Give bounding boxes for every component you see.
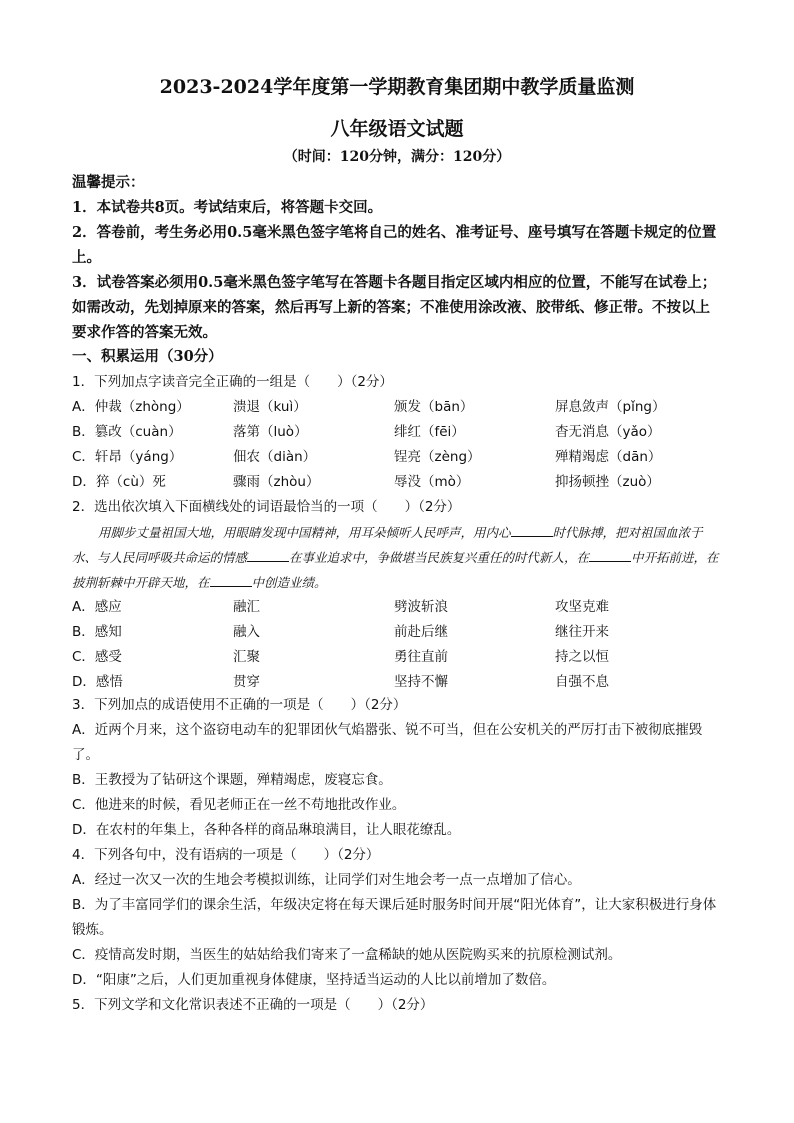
- passage-text: 时代脉搏，把对祖国血浓于水、与人民同呼吸共命运的情感: [72, 525, 703, 565]
- passage-text: 中创造业绩。: [251, 575, 327, 590]
- option-cell: 杳无消息（yǎo）: [555, 424, 661, 440]
- option-cell: 融入: [233, 624, 260, 640]
- tip-item: 2．答卷前，考生务必用0.5毫米黑色签字笔将自己的姓名、准考证号、座号填写在答题卡规定的位置上。: [72, 224, 717, 266]
- question-stem: 5．下列文学和文化常识表述不正确的一项是（ ）（2分）: [72, 997, 434, 1013]
- blank-line: [511, 522, 553, 537]
- option-cell: 贯穿: [233, 674, 260, 690]
- section-heading: 一、积累运用（30分）: [72, 348, 223, 365]
- question-stem: 4．下列各句中，没有语病的一项是（ ）（2分）: [72, 847, 380, 863]
- passage-text: 在事业追求中，争做堪当民族复兴重任的时代新人，在: [289, 550, 590, 565]
- option-cell: 佃农（diàn）: [233, 449, 317, 465]
- option-cell: 继往开来: [555, 624, 609, 640]
- option-cell: 辱没（mò）: [394, 474, 470, 490]
- option-cell: 持之以恒: [555, 649, 609, 665]
- option-cell: 溃退（kuì）: [233, 399, 307, 415]
- option-cell: A．感应: [72, 599, 122, 615]
- answer-option: A．经过一次又一次的生地会考模拟训练，让同学们对生地会考一点一点增加了信心。: [72, 872, 581, 888]
- option-grid: [72, 595, 724, 695]
- question-stem: 3．下列加点的成语使用不正确的一项是（ ）（2分）: [72, 697, 407, 713]
- blank-line: [589, 547, 631, 562]
- answer-option: A．近两个月来，这个盗窃电动车的犯罪团伙气焰嚣张、锐不可当，但在公安机关的严厉打击下被彻底摧毁了。: [72, 722, 703, 763]
- option-cell: 前赴后继: [394, 624, 448, 640]
- option-cell: 融汇: [233, 599, 260, 615]
- option-cell: 绯红（fēi）: [394, 424, 465, 440]
- question-stem: 2．选出依次填入下面横线处的词语最恰当的一项（ ）（2分）: [72, 499, 461, 515]
- option-grid: [72, 395, 724, 495]
- question-1: [72, 370, 724, 495]
- question-4: [72, 843, 724, 993]
- option-cell: 落第（luò）: [233, 424, 308, 440]
- option-cell: 劈波斩浪: [394, 599, 448, 615]
- answer-option: D．在农村的年集上，各种各样的商品琳琅满目，让人眼花缭乱。: [72, 822, 461, 838]
- option-cell: A．仲裁（zhòng）: [72, 399, 190, 415]
- option-cell: 骤雨（zhòu）: [233, 474, 320, 490]
- option-cell: B．篡改（cuàn）: [72, 424, 182, 440]
- exam-meta: （时间：120分钟，满分：120分）: [283, 149, 511, 165]
- question-passage: [72, 520, 724, 595]
- option-cell: 殚精竭虑（dān）: [555, 449, 662, 465]
- blank-line: [210, 572, 252, 587]
- option-cell: 自强不息: [555, 674, 609, 690]
- option-cell: 锃亮（zèng）: [394, 449, 481, 465]
- answer-option: B．王教授为了钻研这个课题，殚精竭虑，废寝忘食。: [72, 772, 392, 788]
- question-3: [72, 693, 724, 843]
- option-cell: D．感悟: [72, 674, 123, 690]
- option-cell: C．感受: [72, 649, 122, 665]
- option-cell: D．猝（cù）死: [72, 474, 166, 490]
- option-cell: B．感知: [72, 624, 122, 640]
- question-5: [72, 993, 724, 1018]
- option-cell: 颁发（bān）: [394, 399, 474, 415]
- option-cell: 汇聚: [233, 649, 260, 665]
- tip-item: 1．本试卷共8页。考试结束后，将答题卡交回。: [72, 199, 383, 216]
- answer-option: B．为了丰富同学们的课余生活，年级决定将在每天课后延时服务时间开展“阳光体育”，让大家积极进行身体锻炼。: [72, 897, 717, 938]
- tips-block: [72, 170, 724, 345]
- option-cell: 坚持不懈: [394, 674, 448, 690]
- option-cell: 攻坚克难: [555, 599, 609, 615]
- answer-option: D．“阳康”之后，人们更加重视身体健康，坚持适当运动的人比以前增加了数倍。: [72, 972, 556, 988]
- option-cell: 抑扬顿挫（zuò）: [555, 474, 660, 490]
- answer-option: C．疫情高发时期，当医生的姑姑给我们寄来了一盒稀缺的她从医院购买来的抗原检测试剂。: [72, 947, 622, 963]
- option-cell: 勇往直前: [394, 649, 448, 665]
- option-cell: C．轩昂（yáng）: [72, 449, 183, 465]
- exam-title: 2023-2024学年度第一学期教育集团期中教学质量监测: [159, 76, 635, 98]
- exam-subtitle: 八年级语文试题: [330, 118, 464, 140]
- question-stem: 1．下列加点字读音完全正确的一组是（ ）（2分）: [72, 374, 393, 390]
- passage-text: 中开拓前进，在披荆斩棘中开辟天地，在: [72, 550, 719, 590]
- tips-heading: 温馨提示：: [72, 174, 145, 191]
- answer-option: C．他进来的时候，看见老师正在一丝不苟地批改作业。: [72, 797, 406, 813]
- tip-item: 3．试卷答案必须用0.5毫米黑色签字笔写在答题卡各题目指定区域内相应的位置，不能写在试卷上；如需改动，先划掉原来的答案，然后再写上新的答案；不准使用涂改液、胶带纸、修正带。不按以上要求作答的答案无效。: [72, 274, 717, 341]
- passage-text: 用脚步丈量祖国大地，用眼睛发现中国精神，用耳朵倾听人民呼声，用内心: [98, 525, 511, 540]
- blank-line: [247, 547, 289, 562]
- question-2: [72, 495, 724, 695]
- option-cell: 屏息敛声（pǐng）: [555, 399, 666, 415]
